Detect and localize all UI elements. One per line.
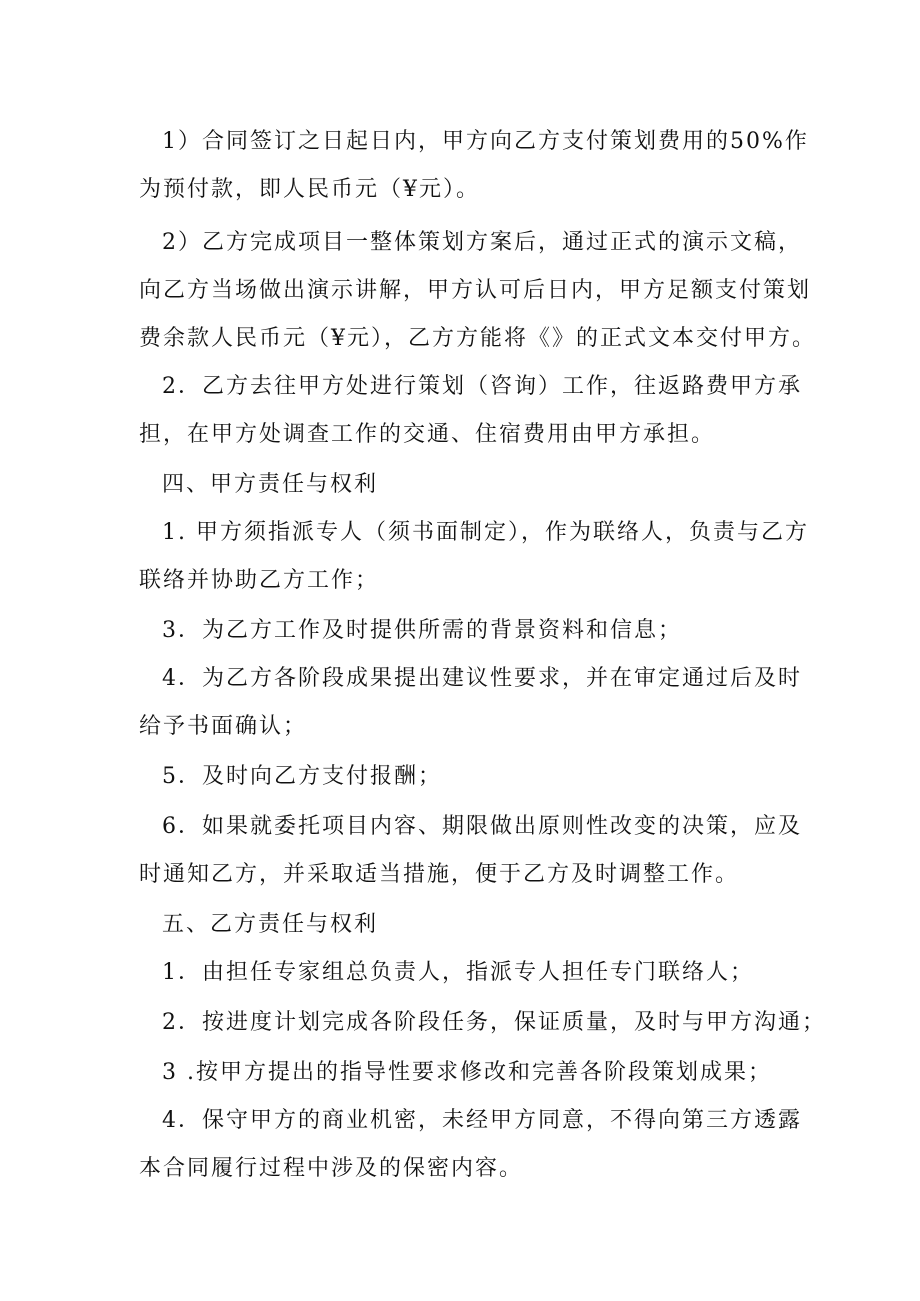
text-line: 1．由担任专家组总负责人，指派专人担任专门联络人； [162, 960, 754, 985]
text-line: 2．按进度计划完成各阶段任务，保证质量，及时与甲方沟通； [162, 1010, 826, 1035]
text-line: 5．及时向乙方支付报酬； [162, 764, 442, 789]
text-line: 1. 甲方须指派专人（须书面制定），作为联络人，负责与乙方 [162, 520, 809, 545]
text-line: 费余款人民币元（¥元），乙方方能将《》的正式文本交付甲方。 [139, 326, 816, 351]
text-line: 联络并协助乙方工作； [139, 568, 380, 593]
section-heading: 五、乙方责任与权利 [162, 912, 379, 937]
section-heading: 四、甲方责任与权利 [162, 472, 379, 497]
text-line: 本合同履行过程中涉及的保密内容。 [139, 1156, 524, 1181]
text-line: 给予书面确认； [139, 714, 308, 739]
text-line: 为预付款，即人民币元（¥元）。 [139, 177, 480, 202]
text-line: 4．为乙方各阶段成果提出建议性要求，并在审定通过后及时 [162, 666, 802, 691]
text-line: 2．乙方去往甲方处进行策划（咨询）工作，往返路费甲方承 [162, 374, 802, 399]
text-line: 担，在甲方处调查工作的交通、住宿费用由甲方承担。 [139, 422, 716, 447]
text-line: 3．为乙方工作及时提供所需的背景资料和信息； [162, 618, 682, 643]
text-line: 向乙方当场做出演示讲解，甲方认可后日内，甲方足额支付策划 [139, 278, 812, 303]
text-line: 4．保守甲方的商业机密，未经甲方同意，不得向第三方透露 [162, 1108, 802, 1133]
text-line: 时通知乙方，并采取适当措施，便于乙方及时调整工作。 [139, 862, 740, 887]
text-line: 3 .按甲方提出的指导性要求修改和完善各阶段策划成果； [162, 1060, 772, 1085]
text-line: 2）乙方完成项目一整体策划方案后，通过正式的演示文稿， [162, 230, 802, 255]
text-line: 1）合同签订之日起日内，甲方向乙方支付策划费用的50%作 [162, 129, 809, 154]
text-line: 6．如果就委托项目内容、期限做出原则性改变的决策，应及 [162, 814, 802, 839]
